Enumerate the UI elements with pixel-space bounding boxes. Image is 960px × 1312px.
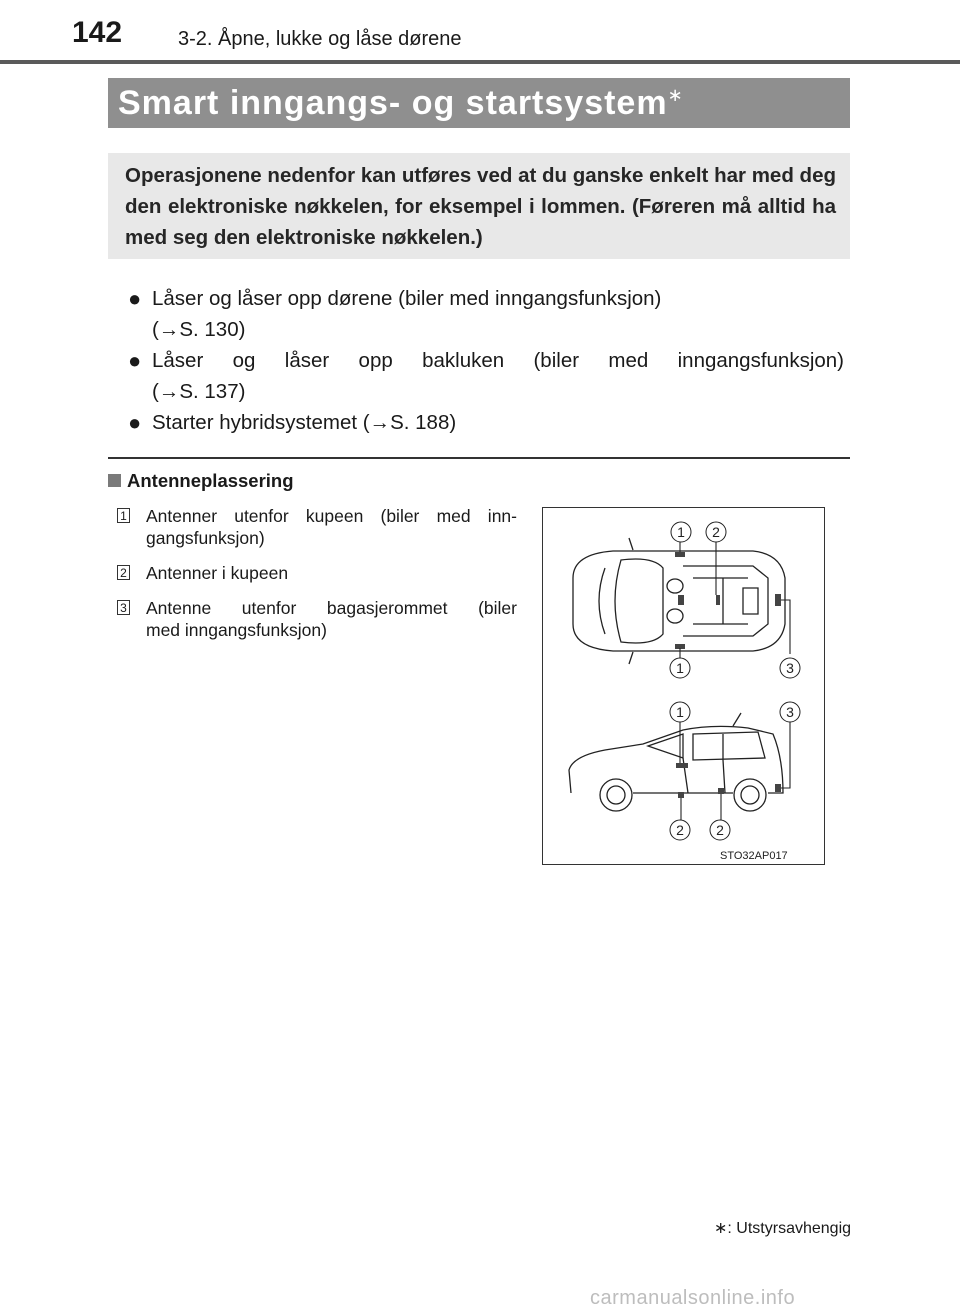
footnote: ∗: Utstyrsavhengig bbox=[714, 1220, 852, 1237]
intro-text: Operasjonene nedenfor kan utføres ved at du ganske enkelt har med deg den elektroniske nøkkelen, for eksempel i lommen. (Føreren må alltid ha med seg den elektroniske nøkkelen.) bbox=[125, 164, 836, 249]
page-reference[interactable]: →S. 188) bbox=[369, 411, 457, 434]
square-bullet-icon bbox=[108, 474, 121, 487]
callout-2: 2 bbox=[676, 822, 684, 838]
list-item bbox=[128, 407, 844, 438]
callout-number: 1 bbox=[117, 508, 130, 523]
legend-item bbox=[117, 505, 517, 549]
bullet-icon: ● bbox=[128, 348, 142, 373]
callout-number: 2 bbox=[117, 565, 130, 580]
bullet-icon: ● bbox=[128, 286, 142, 311]
legend-text: Antenner utenfor kupeen (biler med inn- bbox=[146, 506, 517, 526]
legend-item bbox=[117, 597, 517, 641]
bullet-text: Starter hybridsystemet (→S. 188) bbox=[152, 411, 457, 434]
list-item bbox=[128, 283, 844, 345]
watermark[interactable]: carmanualsonline.info bbox=[590, 1287, 796, 1309]
arrow-icon: → bbox=[369, 411, 391, 434]
intro-box bbox=[108, 153, 850, 259]
bullet-text: Låser og låser opp dørene (biler med inngangsfunksjon) bbox=[152, 287, 662, 310]
legend-item bbox=[117, 562, 517, 584]
callout-2: 2 bbox=[712, 524, 720, 540]
callout-1: 1 bbox=[677, 524, 685, 540]
page-title bbox=[108, 78, 850, 128]
bullet-text: Låser og låser opp bakluken (biler med inngangsfunksjon) bbox=[152, 349, 844, 372]
page-title-text: Smart inngangs- og startsystem bbox=[118, 84, 668, 122]
legend-text: gangsfunksjon) bbox=[146, 528, 265, 548]
page-reference[interactable]: (→S. 130) bbox=[152, 318, 246, 341]
antenna-location-figure bbox=[542, 507, 825, 865]
page-number: 142 bbox=[72, 16, 123, 49]
bullet-icon: ● bbox=[128, 410, 142, 435]
callout-2: 2 bbox=[716, 822, 724, 838]
list-item bbox=[128, 345, 844, 407]
subsection-heading: Antenneplassering bbox=[108, 470, 294, 492]
page-reference[interactable]: (→S. 137) bbox=[152, 380, 246, 403]
optional-equipment-marker: ∗ bbox=[667, 85, 684, 105]
car-diagram-icon bbox=[543, 508, 824, 864]
callout-3: 3 bbox=[786, 704, 794, 720]
arrow-icon: → bbox=[158, 318, 180, 341]
callout-1: 1 bbox=[676, 660, 684, 676]
callout-3: 3 bbox=[786, 660, 794, 676]
section-title: 3-2. Åpne, lukke og låse dørene bbox=[178, 28, 462, 50]
legend-text: Antenne utenfor bagasjerommet (biler bbox=[146, 598, 517, 618]
section-divider bbox=[108, 457, 850, 459]
figure-code: STO32AP017 bbox=[720, 850, 788, 862]
legend-text: Antenner i kupeen bbox=[146, 563, 289, 583]
callout-number: 3 bbox=[117, 600, 130, 615]
header-rule bbox=[0, 60, 960, 64]
legend-text: med inngangsfunksjon) bbox=[146, 620, 327, 640]
callout-1: 1 bbox=[676, 704, 684, 720]
arrow-icon: → bbox=[158, 380, 180, 403]
